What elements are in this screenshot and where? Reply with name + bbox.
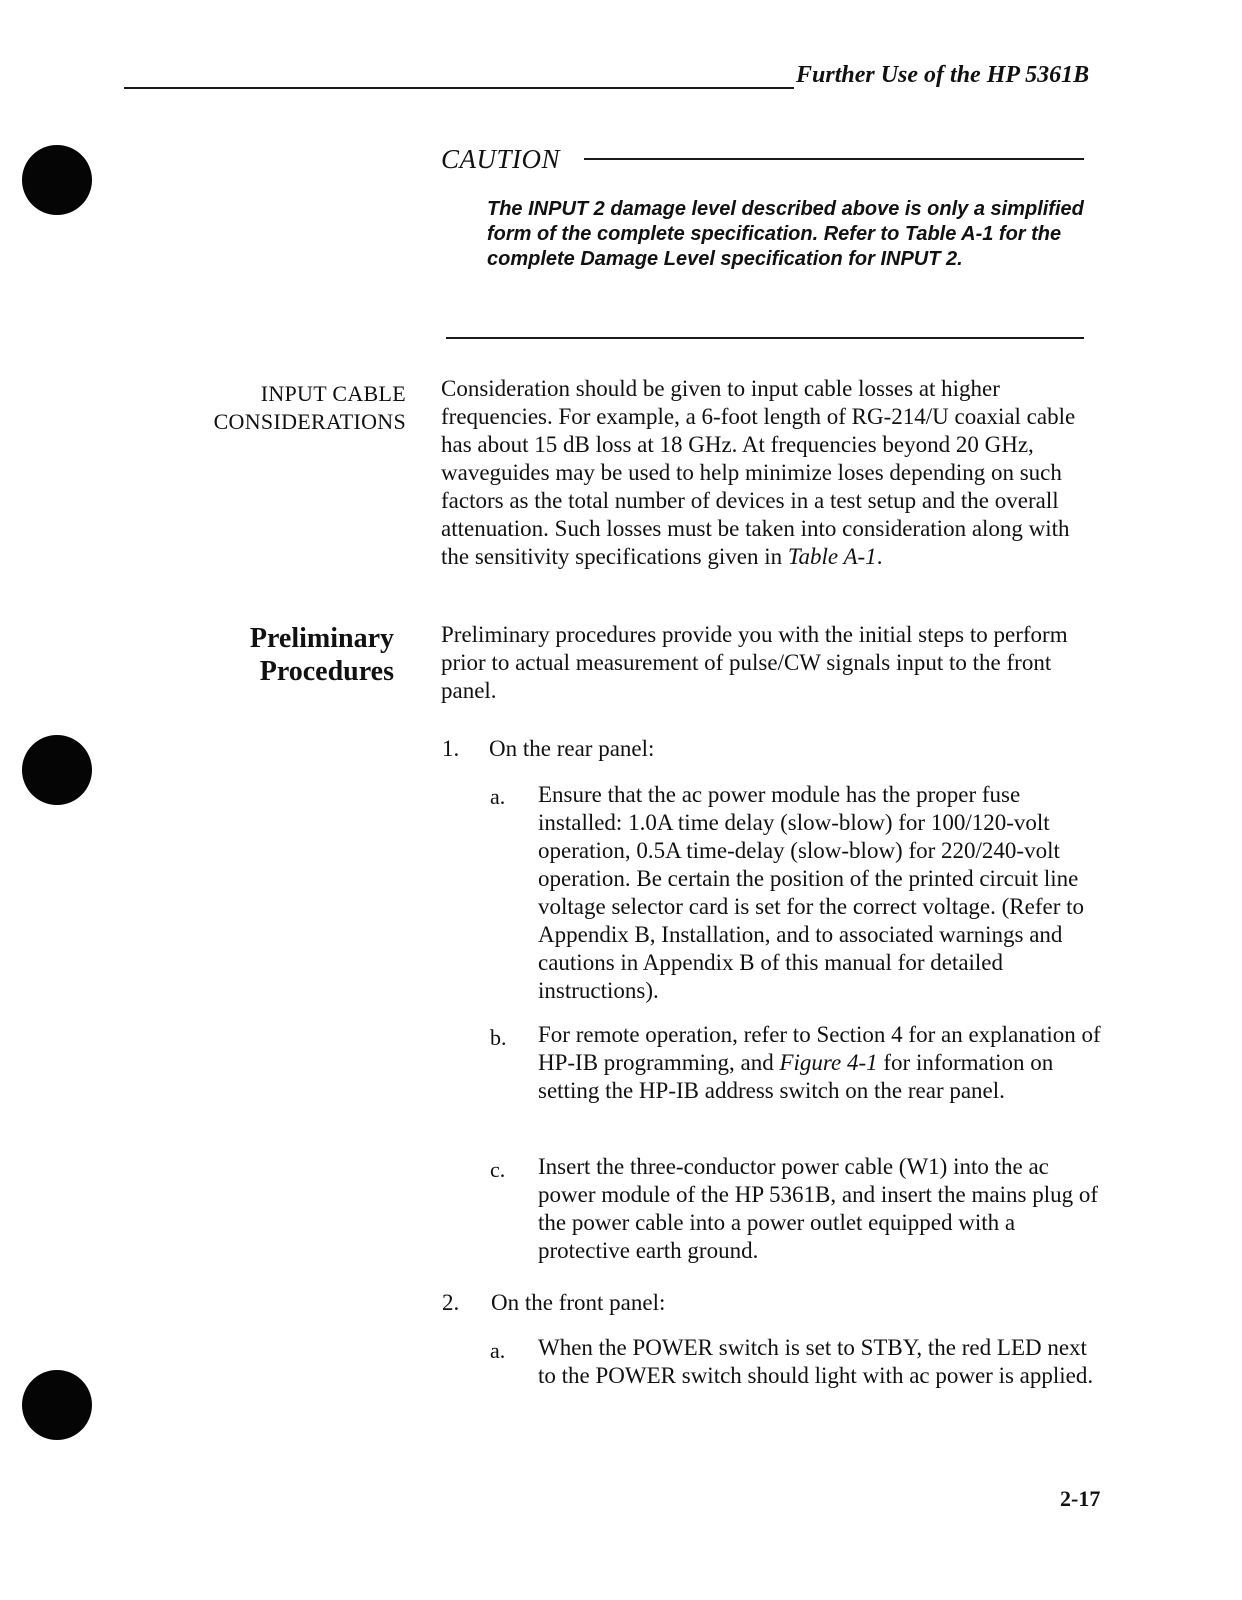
step-number: 1. — [442, 736, 460, 761]
preliminary-heading — [150, 622, 394, 688]
substep-label: a. — [490, 1338, 506, 1363]
step-number: 2. — [442, 1290, 460, 1315]
binder-hole-top — [22, 145, 92, 215]
input-cable-end: . — [876, 544, 883, 569]
preliminary-intro: Preliminary procedures provide you with the initial steps to perform prior to actual measurement of pulse/CW signals input to the front panel. — [441, 622, 1068, 703]
binder-hole-middle — [22, 735, 92, 805]
substep-text — [538, 1021, 1103, 1105]
input-cable-heading-line1: INPUT CABLE — [260, 381, 406, 406]
caution-text: The INPUT 2 damage level described above is only a simplified form of the complete specification. Refer to Table A-1 for the complete Damage Level specification for INPUT 2. — [487, 198, 1084, 270]
substep-text: Insert the three-conductor power cable (W1) into the ac power module of the HP 5361B, and insert the mains plug of the power cable into a power outlet equipped with a protective earth ground. — [538, 1154, 1099, 1263]
step-text: On the rear panel: — [489, 736, 655, 761]
input-cable-body: Consideration should be given to input cable losses at higher frequencies. For example, a 6-foot length of RG-214/U coaxial cable has about 15 dB loss at 18 GHz. At frequencies beyond 20 GHz, waveguides may be used to help minimize loses depending on such factors as the total number of devices in a test setup and the overall attenuation. Such losses must be taken into consideration along with the sensitivity specifications given in — [441, 376, 1076, 569]
step-text: On the front panel: — [491, 1290, 666, 1315]
input-cable-heading-line2: CONSIDERATIONS — [213, 409, 406, 434]
binder-hole-bottom — [22, 1370, 92, 1440]
substep-text-post: for information on setting the HP-IB address switch on the rear panel. — [538, 1050, 1054, 1103]
preliminary-heading-line1: Preliminary — [249, 623, 394, 654]
caution-title: CAUTION — [441, 144, 561, 174]
substep-label: c. — [490, 1157, 506, 1182]
caution-rule-bottom — [446, 337, 1084, 339]
input-cable-paragraph — [441, 375, 1101, 571]
preliminary-heading-line2: Procedures — [259, 656, 394, 687]
caution-rule-top — [584, 158, 1084, 160]
table-reference: Table A-1 — [787, 544, 877, 569]
substep-text: Ensure that the ac power module has the proper fuse installed: 1.0A time delay (slow-blow) for 100/120-volt operation, 0.5A time-delay (slow-blow) for 220/240-volt operation. Be certain the position of the printed circuit line voltage selector card is set for the correct voltage. (Refer to Appendix B, Installation, and to associated warnings and cautions in Appendix B of this manual for detailed instructions). — [538, 782, 1085, 1003]
header-rule — [124, 87, 794, 89]
substep-text-pre: For remote operation, refer to Section 4 for an explanation of HP-IB programming, and — [538, 1022, 1101, 1075]
substep-label: b. — [490, 1025, 507, 1050]
figure-reference: Figure 4-1 — [779, 1050, 878, 1075]
input-cable-heading — [150, 380, 406, 436]
running-head: Further Use of the HP 5361B — [796, 62, 1090, 88]
substep-text: When the POWER switch is set to STBY, the red LED next to the POWER switch should light with ac power is applied. — [538, 1335, 1094, 1388]
page-number: 2-17 — [1060, 1486, 1101, 1511]
substep-label: a. — [490, 784, 506, 809]
